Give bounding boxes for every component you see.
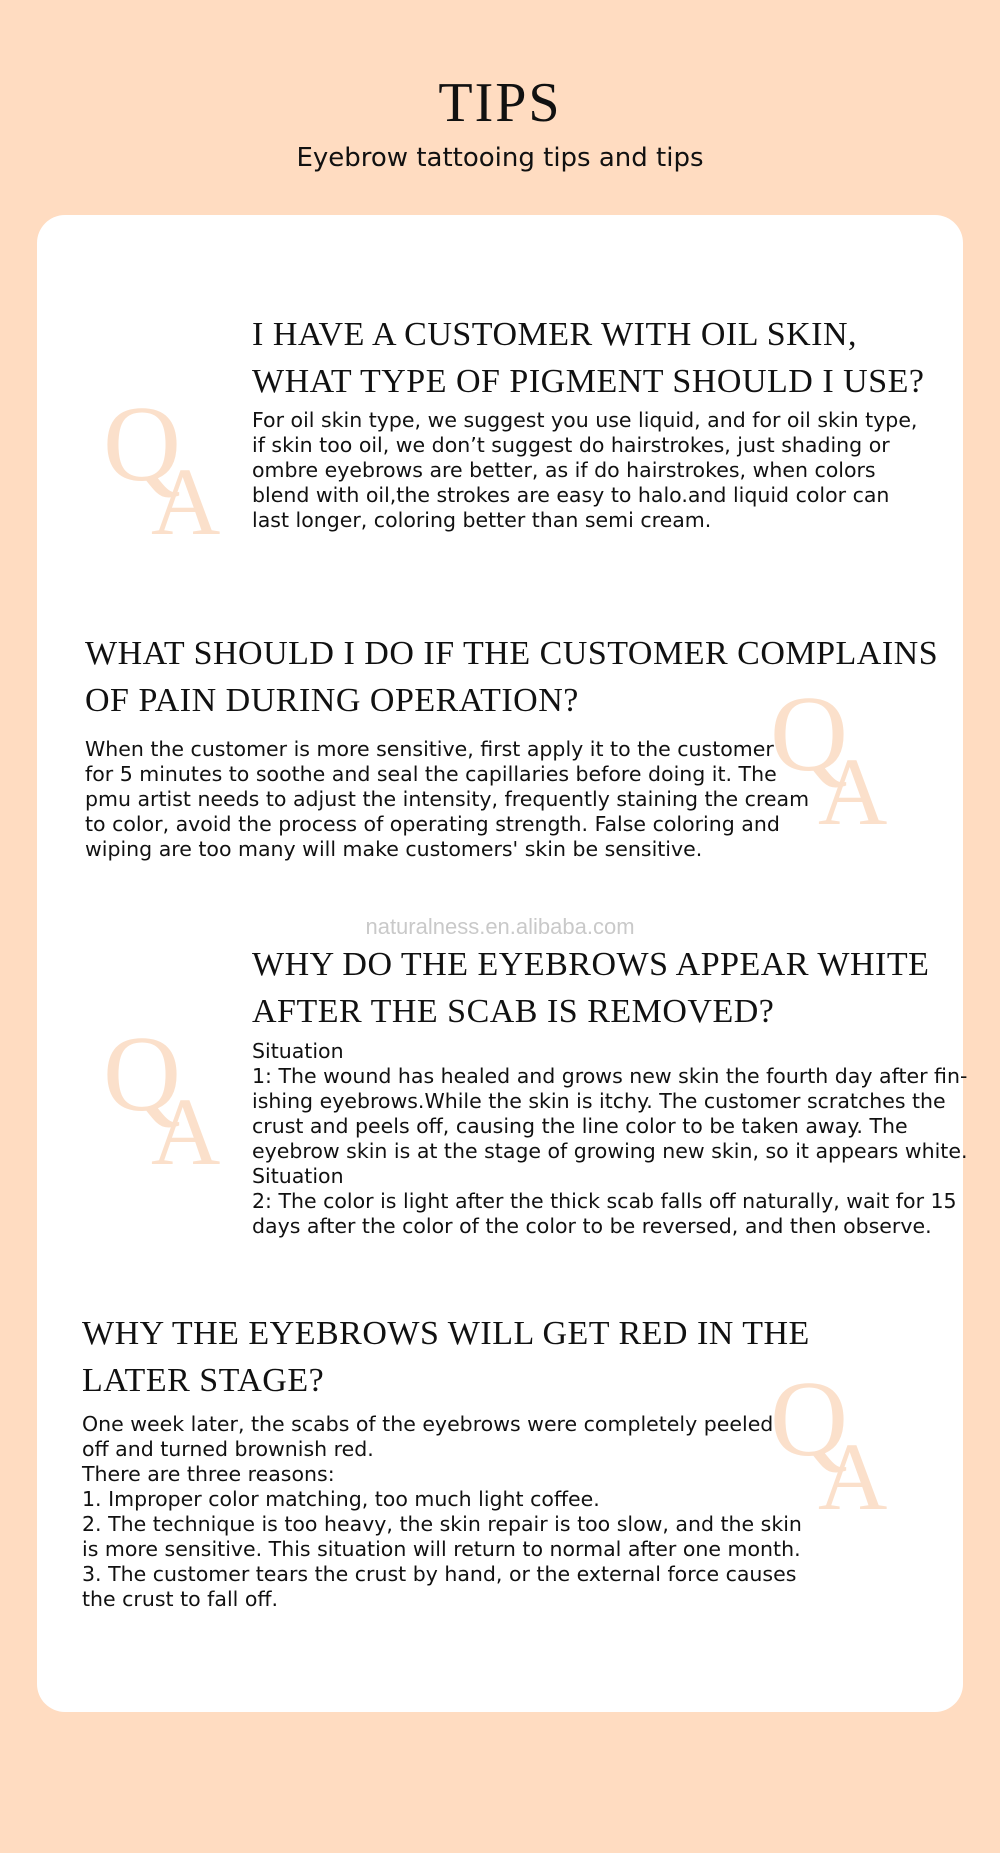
section-1-heading bbox=[252, 311, 924, 405]
section-2-heading bbox=[85, 630, 938, 724]
page-subtitle: Eyebrow tattooing tips and tips bbox=[296, 143, 704, 173]
section-3-body bbox=[252, 1039, 967, 1239]
body-line: 2. The technique is too heavy, the skin repair is too slow, and the skin bbox=[82, 1512, 802, 1536]
watermark-text: naturalness.en.alibaba.com bbox=[365, 914, 635, 939]
section-2-body bbox=[85, 737, 809, 862]
qa-a-letter: A bbox=[151, 448, 221, 555]
heading-line: AFTER THE SCAB IS REMOVED? bbox=[252, 993, 775, 1030]
body-line: For oil skin type, we suggest you use liquid, and for oil skin type, bbox=[252, 408, 918, 432]
heading-line: WHAT SHOULD I DO IF THE CUSTOMER COMPLAINS bbox=[85, 635, 939, 672]
body-line: 1. Improper color matching, too much light coffee. bbox=[82, 1487, 600, 1511]
heading-line: I HAVE A CUSTOMER WITH OIL SKIN, bbox=[252, 316, 858, 353]
body-line: eyebrow skin is at the stage of growing new skin, so it appears white. bbox=[252, 1139, 968, 1163]
body-line: pmu artist needs to adjust the intensity, frequently staining the cream bbox=[85, 787, 810, 811]
page-title: TIPS bbox=[438, 72, 562, 134]
body-line: 3. The customer tears the crust by hand, or the external force causes bbox=[82, 1562, 797, 1586]
qa-a-letter: A bbox=[818, 738, 888, 845]
body-line: There are three reasons: bbox=[82, 1462, 335, 1486]
qa-decoration bbox=[103, 1015, 233, 1185]
qa-q-letter: Q bbox=[770, 675, 848, 794]
qa-decoration bbox=[103, 385, 233, 555]
qa-q-letter: Q bbox=[103, 385, 181, 504]
heading-line: LATER STAGE? bbox=[82, 1362, 325, 1399]
qa-q-letter: Q bbox=[103, 1015, 181, 1134]
body-line: ishing eyebrows.While the skin is itchy. The customer scratches the bbox=[252, 1089, 946, 1113]
heading-line: WHY THE EYEBROWS WILL GET RED IN THE bbox=[82, 1315, 810, 1352]
body-line: to color, avoid the process of operating strength. False coloring and bbox=[85, 812, 780, 836]
section-4-body bbox=[82, 1412, 802, 1612]
body-line: 1: The wound has healed and grows new skin the fourth day after fin- bbox=[252, 1064, 968, 1088]
qa-a-letter: A bbox=[818, 1423, 888, 1530]
body-line: Situation bbox=[252, 1164, 344, 1188]
body-line: the crust to fall off. bbox=[82, 1587, 279, 1611]
body-line: Situation bbox=[252, 1039, 344, 1063]
section-1-body bbox=[252, 408, 917, 533]
body-line: wiping are too many will make customers' skin be sensitive. bbox=[85, 837, 703, 861]
heading-line: WHY DO THE EYEBROWS APPEAR WHITE bbox=[252, 946, 930, 983]
heading-line: OF PAIN DURING OPERATION? bbox=[85, 682, 579, 719]
heading-line: WHAT TYPE OF PIGMENT SHOULD I USE? bbox=[252, 363, 925, 400]
body-line: for 5 minutes to soothe and seal the capillaries before doing it. The bbox=[85, 762, 777, 786]
body-line: blend with oil,the strokes are easy to halo.and liquid color can bbox=[252, 483, 890, 507]
body-line: ombre eyebrows are better, as if do hairstrokes, when colors bbox=[252, 458, 876, 482]
body-line: is more sensitive. This situation will return to normal after one month. bbox=[82, 1537, 801, 1561]
tips-card bbox=[37, 215, 968, 1712]
body-line: crust and peels off, causing the line color to be taken away. The bbox=[252, 1114, 908, 1138]
body-line: if skin too oil, we don’t suggest do hairstrokes, just shading or bbox=[252, 433, 890, 457]
body-line: off and turned brownish red. bbox=[82, 1437, 374, 1461]
body-line: 2: The color is light after the thick scab falls off naturally, wait for 15 bbox=[252, 1189, 957, 1213]
body-line: When the customer is more sensitive, first apply it to the customer bbox=[85, 737, 774, 761]
page-header bbox=[0, 0, 1000, 215]
body-line: last longer, coloring better than semi cream. bbox=[252, 508, 712, 532]
section-4-heading bbox=[82, 1310, 810, 1404]
qa-q-letter: Q bbox=[770, 1360, 848, 1479]
body-line: One week later, the scabs of the eyebrows were completely peeled bbox=[82, 1412, 774, 1436]
body-line: days after the color of the color to be reversed, and then observe. bbox=[252, 1214, 932, 1238]
qa-a-letter: A bbox=[151, 1078, 221, 1185]
section-3-heading bbox=[252, 941, 929, 1035]
